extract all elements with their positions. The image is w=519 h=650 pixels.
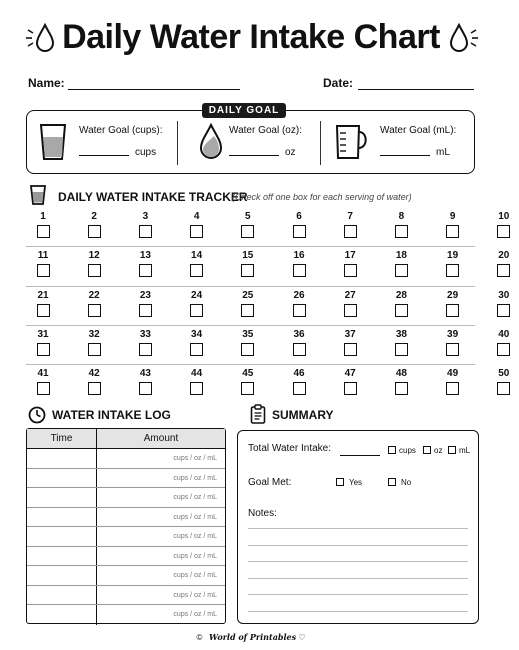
serving-checkbox[interactable] — [190, 304, 203, 317]
page-title: Daily Water Intake Chart — [62, 18, 440, 56]
oz-goal-field[interactable] — [229, 155, 279, 156]
tracker-cell — [233, 290, 263, 317]
tracker-cell — [335, 250, 365, 277]
tracker-cell — [438, 329, 468, 356]
tracker-cell — [335, 290, 365, 317]
tracker-cell — [284, 211, 314, 238]
tracker-cell — [79, 211, 109, 238]
tracker-cell — [284, 290, 314, 317]
tracker-instructions: (Check off one box for each serving of water) — [232, 192, 412, 202]
serving-checkbox[interactable] — [241, 264, 254, 277]
yes-checkbox[interactable] — [336, 478, 344, 486]
serving-checkbox[interactable] — [446, 225, 459, 238]
no-option-label: No — [401, 478, 412, 487]
tracker-cell — [438, 211, 468, 238]
ml-option-label: mL — [459, 446, 471, 455]
time-cell[interactable] — [27, 469, 97, 488]
table-row — [27, 508, 225, 528]
tracker-cell — [489, 368, 519, 395]
row-divider — [26, 286, 475, 287]
serving-number: 33 — [139, 328, 151, 340]
serving-checkbox[interactable] — [88, 225, 101, 238]
serving-checkbox[interactable] — [344, 304, 357, 317]
oz-goal-label: Water Goal (oz): — [229, 125, 302, 136]
note-line — [248, 545, 468, 546]
daily-goal-badge: DAILY GOAL — [202, 103, 286, 118]
serving-number: 42 — [88, 368, 100, 380]
serving-number: 1 — [40, 211, 46, 222]
tracker-cell — [79, 290, 109, 317]
serving-checkbox[interactable] — [88, 343, 101, 356]
serving-number: 7 — [347, 211, 353, 222]
clipboard-icon — [250, 404, 266, 424]
serving-number: 20 — [498, 250, 510, 262]
glass-icon — [39, 123, 67, 161]
serving-number: 24 — [191, 289, 203, 301]
serving-number: 32 — [88, 328, 100, 340]
tracker-cell — [386, 368, 416, 395]
tracker-cell — [386, 290, 416, 317]
cups-goal-field[interactable] — [79, 155, 129, 156]
serving-checkbox[interactable] — [37, 264, 50, 277]
serving-number: 9 — [449, 211, 456, 222]
serving-number: 48 — [395, 368, 407, 380]
serving-checkbox[interactable] — [37, 343, 50, 356]
tracker-cell — [438, 290, 468, 317]
tracker-cell — [79, 368, 109, 395]
serving-checkbox[interactable] — [88, 382, 101, 395]
clock-icon — [28, 406, 46, 424]
cups-checkbox[interactable] — [388, 446, 396, 454]
no-checkbox[interactable] — [388, 478, 396, 486]
serving-number: 44 — [191, 368, 203, 380]
cups-goal-label: Water Goal (cups): — [79, 125, 163, 136]
table-row — [27, 449, 225, 469]
serving-number: 41 — [37, 368, 49, 380]
row-divider — [26, 246, 475, 247]
tracker-cell — [130, 368, 160, 395]
cups-unit: cups — [135, 147, 157, 158]
time-cell[interactable] — [27, 605, 97, 625]
summary-heading: SUMMARY — [272, 408, 334, 422]
tracker-cell — [284, 250, 314, 277]
serving-number: 43 — [139, 368, 151, 380]
serving-number: 25 — [242, 289, 254, 301]
serving-number: 40 — [498, 328, 510, 340]
serving-checkbox[interactable] — [344, 264, 357, 277]
tracker-cell — [130, 250, 160, 277]
tracker-cell — [79, 329, 109, 356]
serving-number: 22 — [88, 289, 100, 301]
tracker-cell — [182, 368, 212, 395]
tracker-cell — [233, 211, 263, 238]
tracker-cell — [28, 368, 58, 395]
serving-checkbox[interactable] — [139, 304, 152, 317]
tracker-cell — [79, 250, 109, 277]
table-row — [27, 566, 225, 586]
tracker-cell — [233, 329, 263, 356]
cups-option-label: cups — [399, 446, 416, 455]
tracker-cell — [438, 250, 468, 277]
serving-number: 34 — [191, 328, 203, 340]
serving-checkbox[interactable] — [497, 382, 510, 395]
time-cell[interactable] — [27, 566, 97, 585]
serving-checkbox[interactable] — [497, 225, 510, 238]
serving-number: 18 — [395, 250, 407, 262]
serving-number: 3 — [142, 211, 149, 222]
copyright-symbol: © — [196, 633, 203, 642]
tracker-cell — [489, 250, 519, 277]
note-line — [248, 528, 468, 529]
table-row — [27, 605, 225, 625]
time-cell[interactable] — [27, 527, 97, 546]
serving-number: 6 — [296, 211, 302, 222]
serving-checkbox[interactable] — [241, 343, 254, 356]
ml-goal-label: Water Goal (mL): — [380, 125, 457, 136]
time-cell[interactable] — [27, 508, 97, 527]
time-cell[interactable] — [27, 488, 97, 507]
table-row — [27, 469, 225, 489]
date-label: Date: — [323, 76, 354, 90]
serving-checkbox[interactable] — [139, 382, 152, 395]
tracker-cell — [182, 329, 212, 356]
amount-cell[interactable]: cups / oz / mL — [173, 474, 217, 482]
yes-option-label: Yes — [349, 478, 363, 487]
ml-checkbox[interactable] — [448, 446, 456, 454]
tracker-heading: DAILY WATER INTAKE TRACKER — [58, 190, 248, 204]
serving-number: 17 — [344, 250, 356, 262]
serving-number: 36 — [293, 328, 305, 340]
serving-checkbox[interactable] — [190, 382, 203, 395]
serving-checkbox[interactable] — [395, 264, 408, 277]
total-intake-field[interactable] — [340, 455, 380, 456]
serving-number: 46 — [293, 368, 305, 380]
serving-checkbox[interactable] — [344, 225, 357, 238]
water-drop-icon — [199, 123, 223, 161]
tracker-cell — [182, 290, 212, 317]
serving-checkbox[interactable] — [190, 343, 203, 356]
tracker-cell — [335, 368, 365, 395]
serving-checkbox[interactable] — [446, 382, 459, 395]
note-line — [248, 611, 468, 612]
serving-checkbox[interactable] — [395, 382, 408, 395]
serving-checkbox[interactable] — [497, 264, 510, 277]
serving-number: 16 — [293, 250, 305, 262]
oz-checkbox[interactable] — [423, 446, 431, 454]
serving-number: 30 — [498, 289, 510, 301]
intake-log-table — [26, 428, 226, 624]
ml-goal-field[interactable] — [380, 155, 430, 156]
time-cell[interactable] — [27, 547, 97, 566]
amount-cell[interactable]: cups / oz / mL — [173, 494, 217, 501]
water-drop-icon — [448, 22, 478, 56]
serving-number: 8 — [398, 211, 405, 222]
amount-cell[interactable]: cups / oz / mL — [173, 591, 217, 599]
serving-checkbox[interactable] — [293, 264, 306, 277]
date-field[interactable] — [358, 89, 474, 90]
serving-number: 28 — [395, 289, 407, 301]
serving-number: 19 — [447, 250, 459, 262]
tracker-cell — [182, 211, 212, 238]
serving-number: 49 — [447, 368, 459, 380]
serving-number: 31 — [37, 328, 49, 340]
serving-number: 23 — [139, 289, 151, 301]
tracker-cell — [233, 250, 263, 277]
serving-number: 47 — [344, 368, 356, 380]
name-field[interactable] — [68, 89, 240, 90]
serving-number: 13 — [139, 250, 151, 262]
serving-checkbox[interactable] — [37, 382, 50, 395]
serving-number: 27 — [344, 289, 356, 301]
row-divider — [26, 325, 475, 326]
amount-column-header: Amount — [143, 433, 179, 444]
serving-checkbox[interactable] — [497, 304, 510, 317]
amount-cell[interactable]: cups / oz / mL — [173, 513, 217, 521]
brand-logo: World of Printables — [209, 632, 297, 642]
serving-checkbox[interactable] — [37, 304, 50, 317]
serving-checkbox[interactable] — [293, 382, 306, 395]
oz-unit: oz — [285, 147, 296, 158]
table-row — [27, 488, 225, 508]
serving-checkbox[interactable] — [293, 225, 306, 238]
table-row — [27, 527, 225, 547]
serving-checkbox[interactable] — [241, 225, 254, 238]
serving-number: 35 — [242, 328, 254, 340]
heart-icon: ♡ — [298, 633, 306, 642]
oz-option-label: oz — [434, 446, 443, 455]
table-header — [27, 429, 225, 449]
tracker-cell — [284, 368, 314, 395]
notes-label: Notes: — [248, 508, 277, 519]
footer — [0, 632, 502, 642]
serving-checkbox[interactable] — [344, 343, 357, 356]
tracker-cell — [182, 250, 212, 277]
serving-checkbox[interactable] — [293, 304, 306, 317]
note-line — [248, 594, 468, 595]
tracker-cell — [28, 250, 58, 277]
serving-number: 11 — [37, 250, 49, 262]
serving-checkbox[interactable] — [446, 304, 459, 317]
time-column-header: Time — [27, 429, 97, 448]
serving-checkbox[interactable] — [293, 343, 306, 356]
serving-checkbox[interactable] — [241, 304, 254, 317]
serving-checkbox[interactable] — [37, 225, 50, 238]
goal-met-label: Goal Met: — [248, 477, 292, 488]
serving-number: 45 — [242, 368, 254, 380]
name-label: Name: — [28, 76, 65, 90]
tracker-cell — [438, 368, 468, 395]
tracker-cell — [489, 290, 519, 317]
serving-number: 29 — [447, 289, 459, 301]
amount-cell[interactable]: cups / oz / mL — [173, 455, 217, 462]
row-divider — [26, 364, 475, 365]
serving-checkbox[interactable] — [88, 264, 101, 277]
tracker-cell — [489, 329, 519, 356]
serving-number: 21 — [37, 289, 49, 301]
ml-unit: mL — [436, 147, 450, 158]
serving-checkbox[interactable] — [395, 225, 408, 238]
tracker-cell — [335, 329, 365, 356]
serving-number: 50 — [498, 368, 510, 380]
serving-checkbox[interactable] — [190, 264, 203, 277]
serving-checkbox[interactable] — [139, 264, 152, 277]
serving-checkbox[interactable] — [190, 225, 203, 238]
serving-checkbox[interactable] — [395, 343, 408, 356]
serving-number: 14 — [191, 250, 203, 262]
tracker-cell — [233, 368, 263, 395]
serving-checkbox[interactable] — [344, 382, 357, 395]
total-intake-label: Total Water Intake: — [248, 443, 331, 454]
tracker-cell — [335, 211, 365, 238]
amount-cell[interactable]: cups / oz / mL — [173, 611, 217, 618]
tracker-cell — [28, 329, 58, 356]
tracker-cell — [28, 290, 58, 317]
time-cell[interactable] — [27, 449, 97, 468]
amount-cell[interactable]: cups / oz / mL — [173, 552, 217, 560]
serving-checkbox[interactable] — [241, 382, 254, 395]
tracker-cell — [130, 329, 160, 356]
serving-number: 39 — [447, 328, 459, 340]
serving-checkbox[interactable] — [446, 343, 459, 356]
serving-number: 26 — [293, 289, 305, 301]
measuring-cup-icon — [334, 123, 370, 161]
serving-number: 2 — [91, 211, 97, 222]
serving-number: 4 — [193, 211, 200, 222]
tracker-cell — [28, 211, 58, 238]
serving-checkbox[interactable] — [446, 264, 459, 277]
serving-number: 10 — [498, 211, 510, 222]
serving-number: 37 — [344, 328, 356, 340]
serving-number: 38 — [395, 328, 407, 340]
tracker-cell — [130, 211, 160, 238]
serving-number: 15 — [242, 250, 254, 262]
tracker-cell — [386, 329, 416, 356]
amount-cell[interactable]: cups / oz / mL — [173, 533, 217, 540]
note-line — [248, 578, 468, 579]
serving-number: 12 — [88, 250, 100, 262]
tracker-cell — [284, 329, 314, 356]
table-row — [27, 586, 225, 606]
time-cell[interactable] — [27, 586, 97, 605]
serving-checkbox[interactable] — [139, 343, 152, 356]
log-heading: WATER INTAKE LOG — [52, 408, 171, 422]
tracker-cell — [130, 290, 160, 317]
serving-checkbox[interactable] — [395, 304, 408, 317]
tracker-cell — [386, 250, 416, 277]
note-line — [248, 561, 468, 562]
amount-cell[interactable]: cups / oz / mL — [173, 572, 217, 579]
serving-number: 5 — [245, 211, 251, 222]
tracker-cell — [386, 211, 416, 238]
table-row — [27, 547, 225, 567]
tracker-cell — [489, 211, 519, 238]
cup-icon — [30, 185, 46, 205]
daily-goal-box — [26, 110, 475, 174]
serving-checkbox[interactable] — [497, 343, 510, 356]
serving-checkbox[interactable] — [139, 225, 152, 238]
serving-checkbox[interactable] — [88, 304, 101, 317]
